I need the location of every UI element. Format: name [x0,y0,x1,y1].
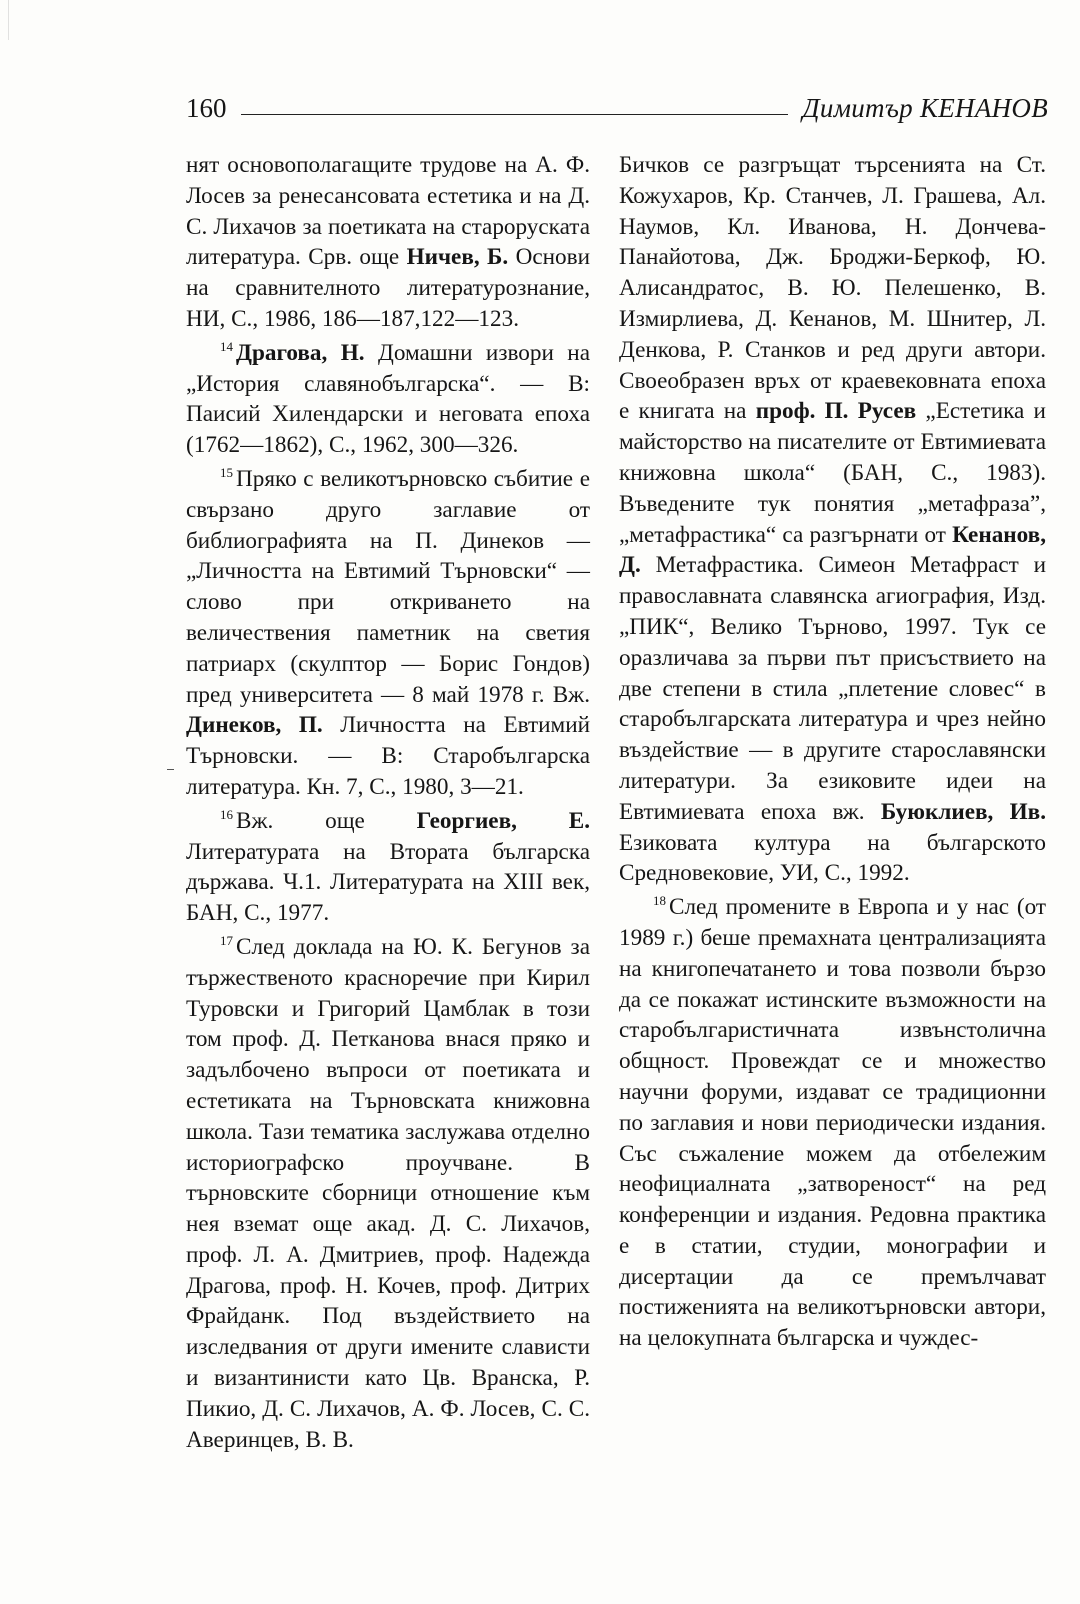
footnote-17: $^{17}$ След доклада на Ю. К. Бегунов за тържественото красноречие при Кирил Туровски и Григорий Цамблак в този том проф. Д. Петканова внася пряко и задълбочено въпроси от поетиката и естетиката на Търновската книжовна школа. Тази тематика заслужава отделно историографско проучване. В търновските сборници отношение към нея вземат още акад. Д. С. Лихачов, проф. Л. А. Дмитриев, проф. Надежда Драгова, проф. Н. Кочев, проф. Дитрих Фрайданк. Под въздействието на изследвания от други имените слависти и византинисти като Цв. Вранска, Р. Пикио, Д. С. Лихачов, А. Ф. Лосев, С. С. Аверинцев, В. В. [186,932,590,1453]
running-head: Димитър КЕНАНОВ [802,93,1048,123]
right-column [619,150,1046,1354]
footnote-number: 16 [220,806,233,822]
margin-mark [167,769,174,770]
header-rule [241,114,789,115]
footnote-number: 15 [220,464,233,480]
footnote-16: $^{16}$ Вж. още Георгиев, Е. Литературата на Втората българска държава. Ч.1. Литературата на XIII век, БАН, С., 1977. [186,806,590,927]
footnote-14: $^{14}$ Драгова, Н. Домашни извори на „История славянобългарска“. — В: Паисий Хилендарски и неговата епоха (1762—1862), С., 1962, 300—326. [186,338,590,459]
footnote-15: $^{15}$ Пряко с великотърновско събитие е свързано друго заглавие от библиографията на П. Динеков — „Личността на Евтимий Търновски“ — слово при откриването на величествения паметник на светия патриарх (скулптор — Борис Гондов) пред университета — 8 май 1978 г. Вж. Динеков, П. Личността на Евтимий Търновски. — В: Старобългарска литература. Кн. 7, С., 1980, 3—21. [186,464,591,800]
footnote-number: 17 [220,932,233,948]
footnote-13-continuation: нят основополагащите трудове на А. Ф. Лосев за ренесансовата естетика и на Д. С. Лихачов за поетиката на староруската литература. Срв. още Ничев, Б. Основи на сравнителното литературознание, НИ, С., 1986, 186—187,122—123. [186,152,590,332]
footnote-number: 18 [653,893,666,909]
left-column [186,150,590,1455]
footnote-number: 14 [220,338,233,354]
page-header [186,84,1048,124]
footnote-18: $^{18}$ След промените в Европа и у нас (от 1989 г.) беше премахната централизацията на книгопечатането и това позволи бързо да се покажат истинските възможности на старобългаристичната извънстолична общност. Провеждат се и множество научни форуми, издават се традиционни по заглавия и нови периодически издания. Със съжаление можем да отбележим неофициалната „затвореност“ на ред конференции и издания. Редовна практика е в статии, студии, монографии и дисертации да се премълчават постиженията на великотърновски автори, на целокупната българска и чуждес- [619,893,1046,1352]
page-number: 160 [186,93,227,123]
footnote-17-continuation: Бичков се разгръщат търсенията на Ст. Кожухаров, Кр. Станчев, Л. Грашева, Ал. Наумов, Кл. Иванова, Н. Дончева-Панайотова, Дж. Броджи-Беркоф, Ю. Алисандратос, В. Ю. Пелешенко, В. Измирлиева, Д. Кенанов, М. Шнитер, Л. Денкова, Р. Станков и ред други автори. Своеобразен връх от краевековната епоха е книгата на проф. П. Русев „Естетика и майсторство на писателите от Евтимиевата книжовна школа“ (БАН, С., 1983). Въведените тук понятия „метафраза”, „метафрастика“ са разгърнати от Кенанов, Д. Метафрастика. Симеон Метафраст и православната славянска агиография, Изд. „ПИК“, Велико Търново, 1997. Тук се оразличава за първи път присъствието на две степени в стила „плетение словес“ в старобългарската литература и чрез нейно въздействие — в другите старославянски литератури. За езиковите идеи на Евтимиевата епоха вж. Буюклиев, Ив. Езиковата култура на българското Средновековие, УИ, С., 1992. [619,152,1047,887]
scan-edge-mark [8,0,19,40]
